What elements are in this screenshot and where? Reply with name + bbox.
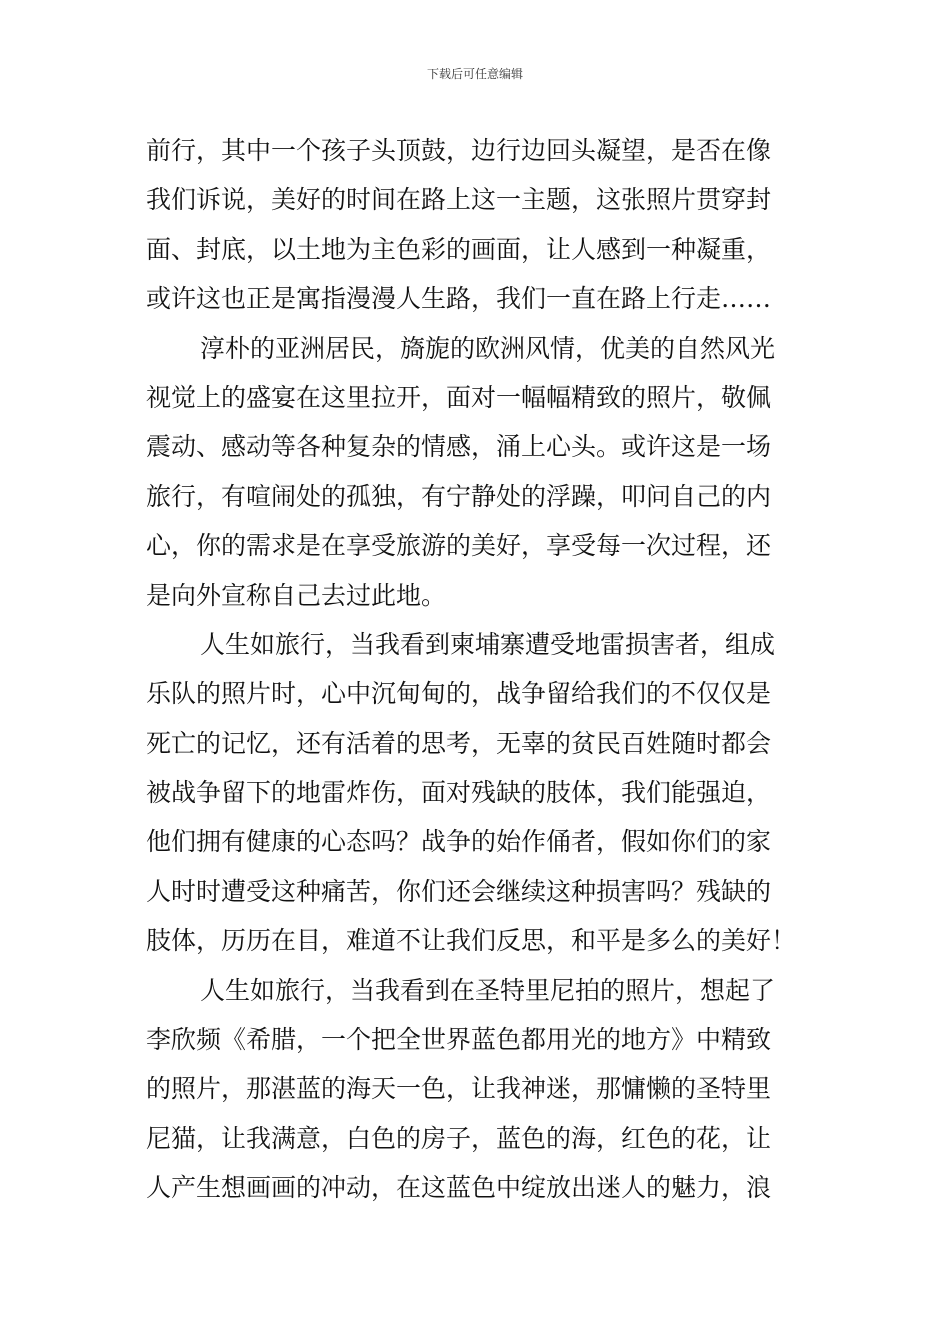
text-line: 被战争留下的地雷炸伤，面对残缺的肢体，我们能强迫， [146,778,772,808]
text-line: 人时时遭受这种痛苦，你们还会继续这种损害吗？残缺的 [146,876,772,906]
text-line: 是向外宣称自己去过此地。 [146,580,447,610]
text-line: 面、封底，以土地为主色彩的画面，让人感到一种凝重， [146,234,772,264]
paragraph-start-line: 淳朴的亚洲居民，旖旎的欧洲风情，优美的自然风光 [200,333,776,363]
text-line: 前行，其中一个孩子头顶鼓，边行边回头凝望，是否在像 [146,136,772,165]
text-line: 心，你的需求是在享受旅游的美好，享受每一次过程，还 [146,531,772,561]
text-line: 我们诉说，美好的时间在路上这一主题，这张照片贯穿封 [146,185,772,215]
page-header: 下载后可任意编辑 [426,67,523,81]
text-line: 尼猫，让我满意，白色的房子，蓝色的海，红色的花，让 [146,1123,772,1153]
text-line: 他们拥有健康的心态吗？战争的始作俑者，假如你们的家 [146,827,772,857]
text-line: 视觉上的盛宴在这里拉开，面对一幅幅精致的照片，敬佩 [146,382,772,412]
text-line: 人产生想画画的冲动，在这蓝色中绽放出迷人的魅力，浪 [146,1173,772,1203]
text-line: 或许这也正是寓指漫漫人生路，我们一直在路上行走…… [146,284,772,314]
text-line: 旅行，有喧闹处的孤独，有宁静处的浮躁，叩问自己的内 [146,481,772,511]
text-line: 肢体，历历在目，难道不让我们反思，和平是多么的美好！ [146,926,797,956]
body-text [146,126,806,1213]
text-line: 的照片，那湛蓝的海天一色，让我神迷，那慵懒的圣特里 [146,1074,772,1104]
paragraph-start-line: 人生如旅行，当我看到在圣特里尼拍的照片，想起了 [200,975,776,1005]
text-line: 乐队的照片时，心中沉甸甸的，战争留给我们的不仅仅是 [146,679,772,709]
text-line: 震动、感动等各种复杂的情感，涌上心头。或许这是一场 [146,432,772,462]
text-line: 李欣频《希腊，一个把全世界蓝色都用光的地方》中精致 [146,1025,772,1055]
paragraph-start-line: 人生如旅行，当我看到柬埔寨遭受地雷损害者，组成 [200,629,776,659]
text-line: 死亡的记忆，还有活着的思考，无辜的贫民百姓随时都会 [146,728,772,758]
